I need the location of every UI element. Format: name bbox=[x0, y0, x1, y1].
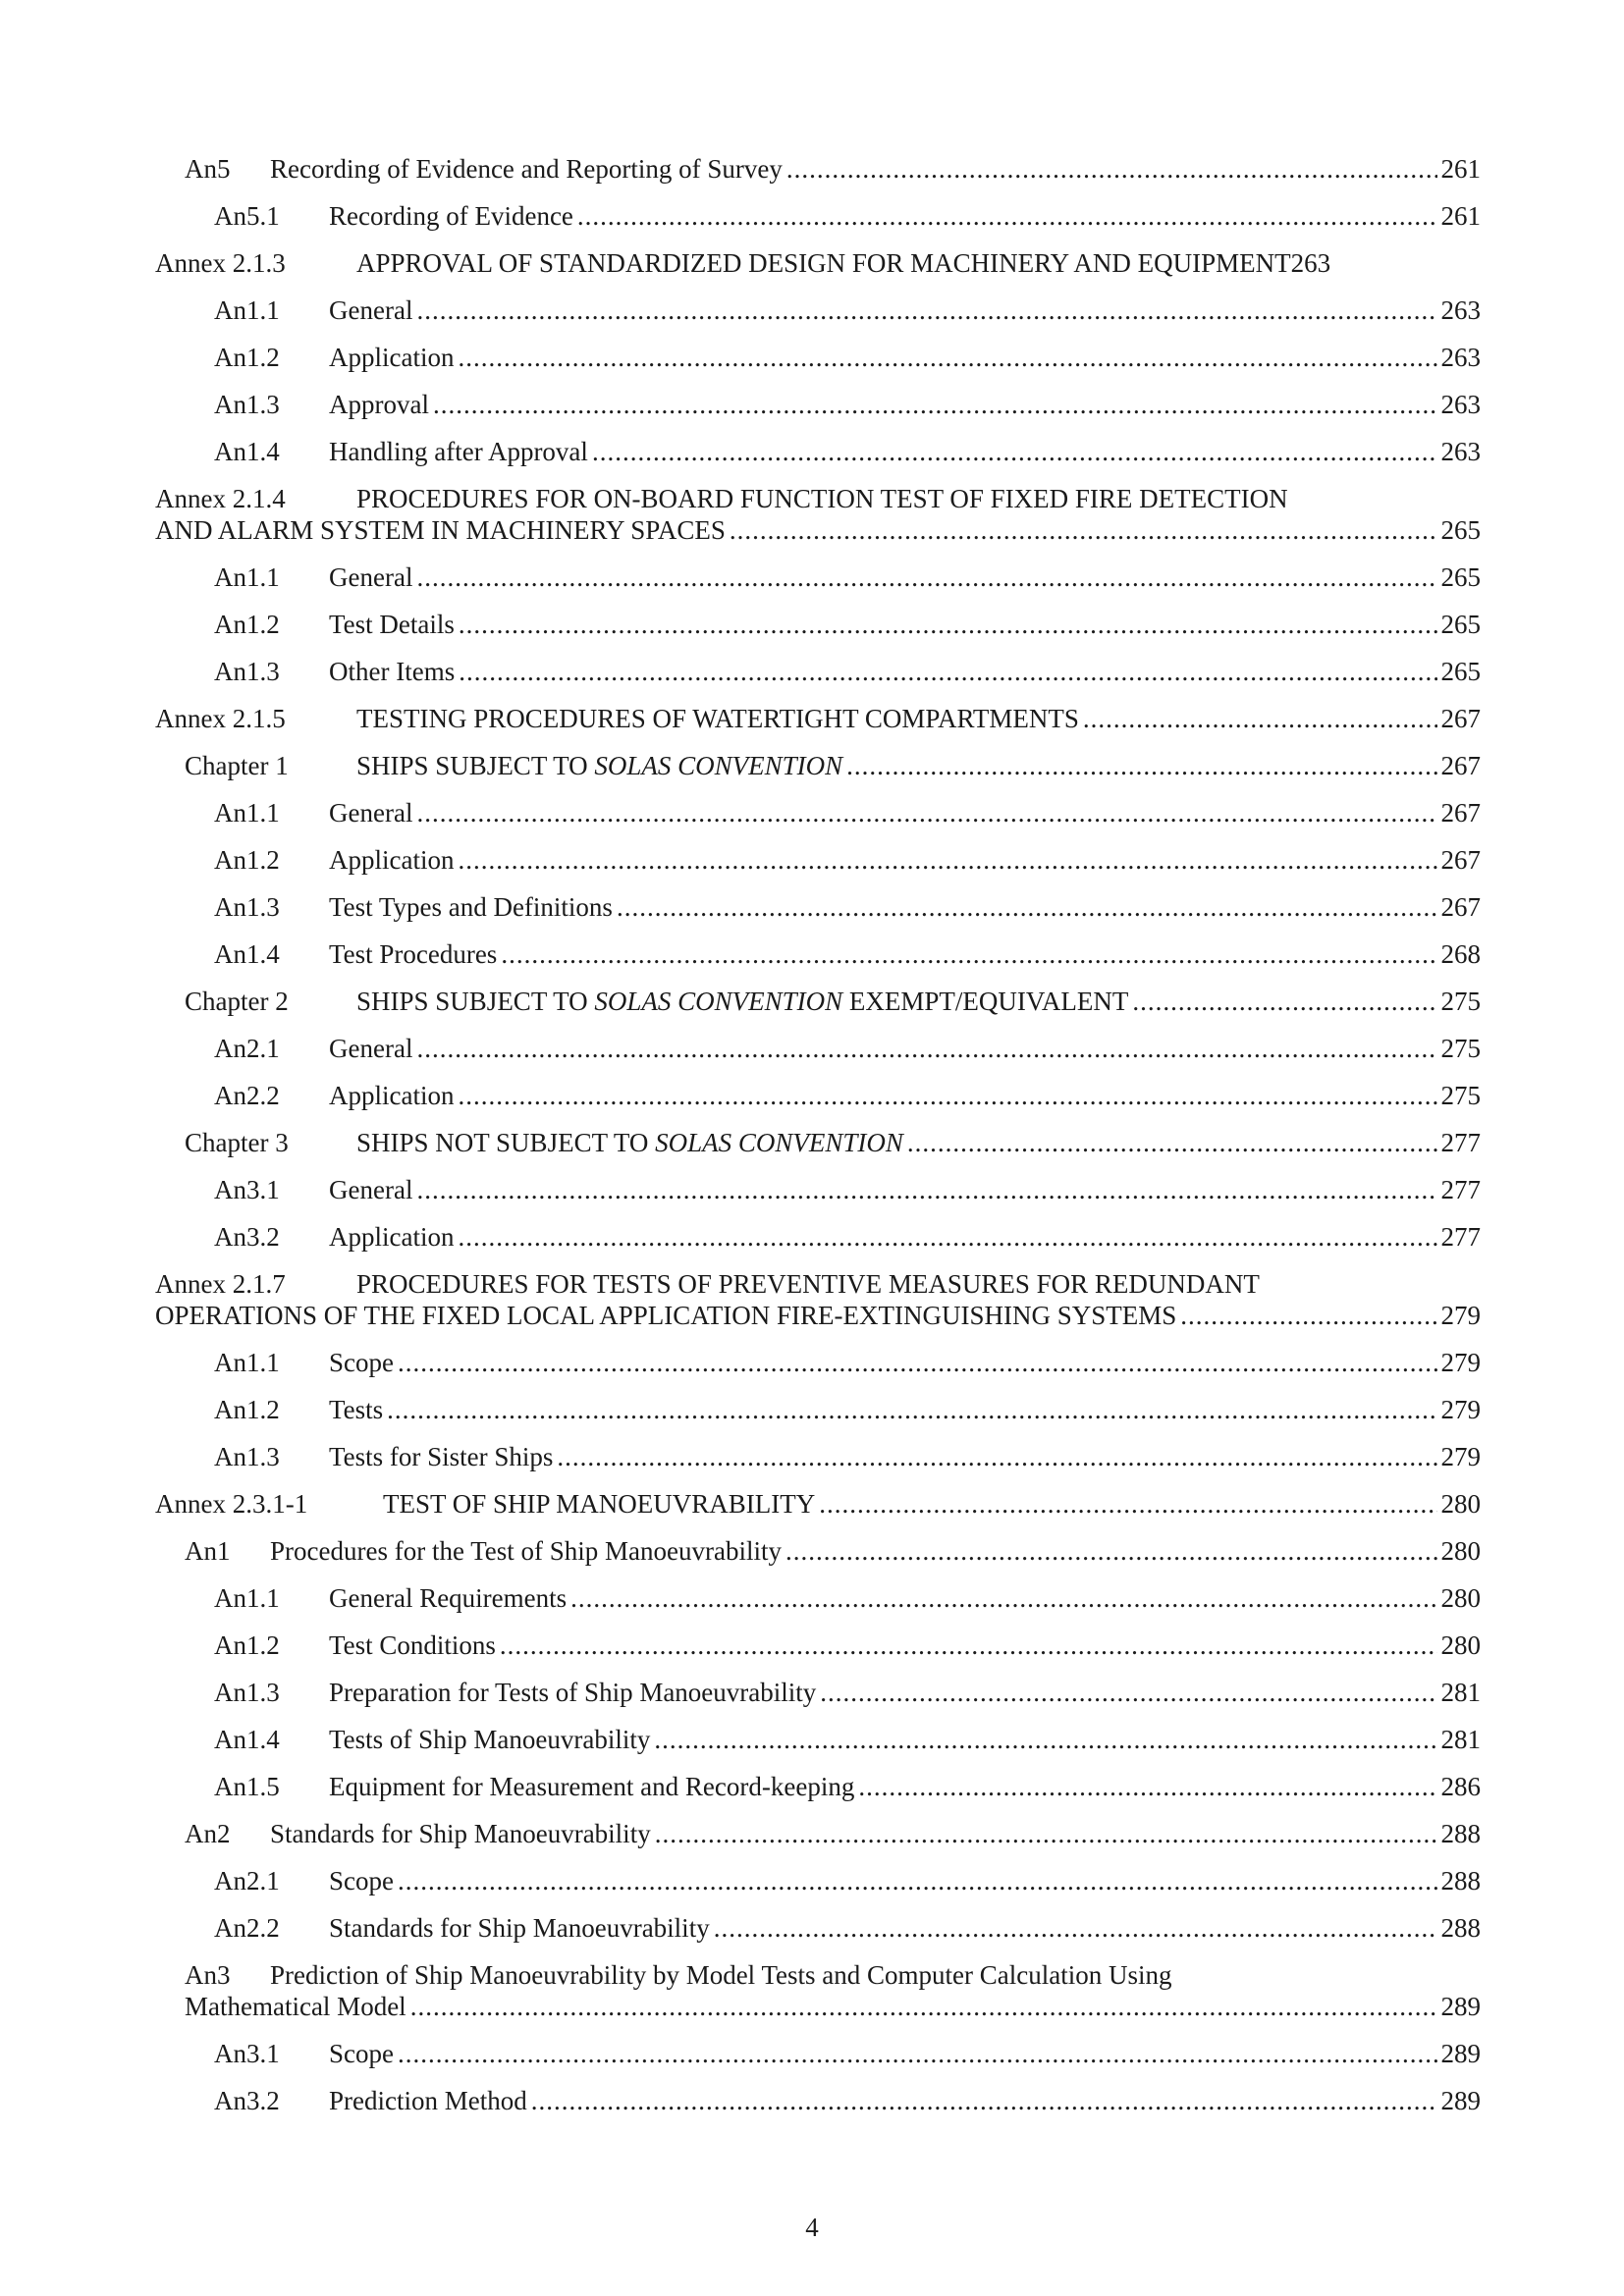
toc-entry-title: Procedures for the Test of Ship Manoeuvrability bbox=[270, 1536, 783, 1566]
toc-entry-number: An1.3 bbox=[214, 657, 280, 686]
toc-entry-title-line2: Mathematical Model bbox=[185, 1992, 406, 2021]
toc-entry-title: Recording of Evidence and Reporting of Survey bbox=[270, 154, 783, 184]
toc-entry-title bbox=[356, 986, 1128, 1017]
toc-entry-title-line1: Prediction of Ship Manoeuvrability by Model Tests and Computer Calculation Using bbox=[270, 1960, 1172, 1990]
toc-entry-page: 263 bbox=[1440, 295, 1481, 325]
toc-entry-number: An3.1 bbox=[214, 1175, 280, 1204]
leader-dots bbox=[785, 1535, 1436, 1567]
toc-entry-number: An1.4 bbox=[214, 437, 280, 466]
toc-entry-title: General Requirements bbox=[329, 1583, 568, 1613]
toc-entry-number: An1.2 bbox=[214, 1395, 280, 1424]
toc-entry-page: 263 bbox=[1440, 343, 1481, 372]
toc-entry-title: Tests of Ship Manoeuvrability bbox=[329, 1725, 651, 1754]
toc-entry[interactable] bbox=[155, 483, 1481, 561]
toc-entry-title: Standards for Ship Manoeuvrability bbox=[329, 1913, 710, 1943]
toc-entry-number: An1.2 bbox=[214, 845, 280, 875]
toc-entry-title: APPROVAL OF STANDARDIZED DESIGN FOR MACHINERY AND EQUIPMENT bbox=[356, 248, 1291, 278]
toc-entry-page: 267 bbox=[1440, 751, 1481, 780]
leader-dots bbox=[655, 1818, 1437, 1849]
toc-entry[interactable] bbox=[155, 1033, 1481, 1080]
toc-entry-title-line2: AND ALARM SYSTEM IN MACHINERY SPACES bbox=[155, 515, 726, 545]
leader-dots bbox=[907, 1127, 1437, 1158]
leader-dots bbox=[416, 1174, 1436, 1205]
toc-entry-page: 277 bbox=[1440, 1175, 1481, 1204]
toc-entry-number: An1.3 bbox=[214, 1442, 280, 1471]
toc-entry-title-line1: PROCEDURES FOR TESTS OF PREVENTIVE MEASURES FOR REDUNDANT bbox=[356, 1269, 1260, 1299]
leader-dots bbox=[1083, 703, 1437, 734]
toc-entry-title: Standards for Ship Manoeuvrability bbox=[270, 1819, 651, 1848]
toc-entry-title bbox=[356, 750, 842, 781]
toc-entry[interactable] bbox=[155, 1771, 1481, 1818]
toc-entry-number: An1.1 bbox=[214, 562, 280, 592]
toc-entry-page: 289 bbox=[1440, 2039, 1481, 2068]
toc-entry-page: 280 bbox=[1440, 1489, 1481, 1519]
leader-dots bbox=[416, 294, 1436, 326]
toc-entry-number: An1.1 bbox=[214, 295, 280, 325]
leader-dots bbox=[398, 2038, 1437, 2069]
toc-entry-title: General bbox=[329, 798, 413, 828]
toc-entry[interactable] bbox=[155, 1174, 1481, 1221]
toc-entry-page: 261 bbox=[1440, 154, 1481, 184]
toc-entry-title-part: EXEMPT/EQUIVALENT bbox=[848, 987, 1129, 1016]
toc-entry-number: Annex 2.1.7 bbox=[155, 1269, 286, 1299]
leader-dots bbox=[730, 514, 1437, 546]
toc-entry[interactable] bbox=[155, 294, 1481, 342]
toc-entry-number: An1.5 bbox=[214, 1772, 280, 1801]
toc-entry-number: An2.1 bbox=[214, 1034, 280, 1063]
toc-entry[interactable] bbox=[155, 1629, 1481, 1677]
toc-entry[interactable] bbox=[155, 1582, 1481, 1629]
toc-entry-title: Recording of Evidence bbox=[329, 201, 573, 231]
toc-entry-title-italic: SOLAS CONVENTION bbox=[655, 1128, 903, 1157]
toc-entry[interactable] bbox=[155, 1080, 1481, 1127]
leader-dots bbox=[387, 1394, 1436, 1425]
toc-entry[interactable] bbox=[155, 561, 1481, 609]
toc-entry[interactable] bbox=[155, 2038, 1481, 2085]
toc-entry-title: General bbox=[329, 295, 413, 325]
leader-dots bbox=[577, 200, 1437, 232]
toc-entry-title-part: SHIPS SUBJECT TO bbox=[356, 987, 588, 1016]
toc-entry[interactable] bbox=[155, 844, 1481, 891]
toc-entry-page: 279 bbox=[1440, 1395, 1481, 1424]
toc-entry-page: 277 bbox=[1440, 1128, 1481, 1157]
toc-entry[interactable] bbox=[155, 797, 1481, 844]
leader-dots bbox=[398, 1865, 1437, 1896]
toc-entry-page: 275 bbox=[1440, 987, 1481, 1016]
toc-entry-page: 279 bbox=[1440, 1442, 1481, 1471]
leader-dots bbox=[531, 2085, 1437, 2116]
toc-entry-number: An3.2 bbox=[214, 1222, 280, 1252]
toc-entry-title: Approval bbox=[329, 390, 429, 419]
toc-entry[interactable] bbox=[155, 247, 1481, 294]
toc-entry-title-part: SHIPS NOT SUBJECT TO bbox=[356, 1128, 649, 1157]
toc-entry-title: Application bbox=[329, 1222, 455, 1252]
toc-entry-number: An3.2 bbox=[214, 2086, 280, 2115]
toc-entry-number: An3 bbox=[185, 1960, 231, 1990]
toc-entry-title: General bbox=[329, 1034, 413, 1063]
toc-entry-number: An1.1 bbox=[214, 1348, 280, 1377]
leader-dots bbox=[501, 938, 1436, 970]
leader-dots bbox=[458, 1080, 1436, 1111]
toc-entry-title: Application bbox=[329, 845, 455, 875]
toc-entry-title: Other Items bbox=[329, 657, 456, 686]
leader-dots bbox=[416, 561, 1436, 593]
toc-entry-page: 280 bbox=[1440, 1630, 1481, 1660]
leader-dots bbox=[557, 1441, 1436, 1472]
toc-entry[interactable] bbox=[155, 342, 1481, 389]
toc-entry[interactable] bbox=[155, 1394, 1481, 1441]
toc-entry-number: An1.1 bbox=[214, 1583, 280, 1613]
leader-dots bbox=[433, 389, 1437, 420]
toc-entry-number: An1.3 bbox=[214, 390, 280, 419]
leader-dots bbox=[858, 1771, 1436, 1802]
leader-dots bbox=[820, 1677, 1436, 1708]
toc-entry[interactable] bbox=[155, 1865, 1481, 1912]
toc-entry[interactable] bbox=[155, 750, 1481, 797]
toc-entry-title: TEST OF SHIP MANOEUVRABILITY bbox=[383, 1489, 816, 1519]
toc-entry-title-italic: SOLAS CONVENTION bbox=[594, 751, 843, 780]
toc-entry-number: Annex 2.3.1-1 bbox=[155, 1489, 308, 1519]
toc-entry[interactable] bbox=[155, 153, 1481, 200]
toc-entry-page: 281 bbox=[1440, 1678, 1481, 1707]
toc-entry-page: 275 bbox=[1440, 1034, 1481, 1063]
toc-entry-title bbox=[356, 1127, 903, 1158]
toc-entry-title: Preparation for Tests of Ship Manoeuvrability bbox=[329, 1678, 817, 1707]
leader-dots bbox=[458, 342, 1436, 373]
page-number: 4 bbox=[805, 2213, 819, 2242]
toc-entry-page: 275 bbox=[1440, 1081, 1481, 1110]
toc-entry-page: 268 bbox=[1440, 939, 1481, 969]
toc-entry[interactable] bbox=[155, 938, 1481, 986]
toc-entry-title: Tests for Sister Ships bbox=[329, 1442, 554, 1471]
leader-dots bbox=[570, 1582, 1436, 1614]
toc-entry[interactable] bbox=[155, 1959, 1481, 2038]
toc-entry[interactable] bbox=[155, 609, 1481, 656]
toc-entry-number: Annex 2.1.3 bbox=[155, 248, 286, 278]
toc-entry-number: An1.3 bbox=[214, 892, 280, 922]
leader-dots bbox=[1180, 1300, 1436, 1331]
leader-dots bbox=[617, 891, 1437, 923]
toc-entry-title: Test Types and Definitions bbox=[329, 892, 613, 922]
toc-entry[interactable] bbox=[155, 703, 1481, 750]
toc-entry-number: An1.1 bbox=[214, 798, 280, 828]
toc-entry-number: Chapter 2 bbox=[185, 987, 289, 1016]
leader-dots bbox=[458, 844, 1436, 876]
toc-entry-number: An1.2 bbox=[214, 1630, 280, 1660]
toc-entry[interactable] bbox=[155, 656, 1481, 703]
toc-entry-title: Prediction Method bbox=[329, 2086, 527, 2115]
toc-entry-number: An1.2 bbox=[214, 610, 280, 639]
leader-dots bbox=[458, 1221, 1436, 1253]
toc-entry-page: 263 bbox=[1440, 437, 1481, 466]
toc-entry-page: 265 bbox=[1440, 657, 1481, 686]
leader-dots bbox=[410, 1991, 1437, 2022]
toc-entry-page: 265 bbox=[1440, 610, 1481, 639]
toc-entry-title: Scope bbox=[329, 2039, 394, 2068]
toc-entry-title: TESTING PROCEDURES OF WATERTIGHT COMPARTMENTS bbox=[356, 704, 1079, 733]
table-of-contents bbox=[155, 153, 1481, 2132]
leader-dots bbox=[819, 1488, 1436, 1520]
toc-entry-page: 263 bbox=[1440, 390, 1481, 419]
leader-dots bbox=[846, 750, 1436, 781]
leader-dots bbox=[398, 1347, 1437, 1378]
toc-entry[interactable] bbox=[155, 891, 1481, 938]
toc-entry[interactable] bbox=[155, 2085, 1481, 2132]
leader-dots bbox=[714, 1912, 1437, 1944]
toc-entry-page: 279 bbox=[1440, 1348, 1481, 1377]
toc-entry-page: 286 bbox=[1440, 1772, 1481, 1801]
toc-entry-number: Chapter 1 bbox=[185, 751, 289, 780]
toc-entry-number: An2.2 bbox=[214, 1913, 280, 1943]
toc-entry-title: Scope bbox=[329, 1348, 394, 1377]
toc-entry-page: 288 bbox=[1440, 1866, 1481, 1896]
toc-entry-number: An1.4 bbox=[214, 939, 280, 969]
toc-entry[interactable] bbox=[155, 1441, 1481, 1488]
toc-entry[interactable] bbox=[155, 389, 1481, 436]
toc-entry-title: General bbox=[329, 562, 413, 592]
toc-entry-page: 267 bbox=[1440, 892, 1481, 922]
toc-entry-number: An5.1 bbox=[214, 201, 280, 231]
toc-entry-number: An2.1 bbox=[214, 1866, 280, 1896]
toc-entry-title: Application bbox=[329, 1081, 455, 1110]
leader-dots bbox=[459, 656, 1436, 687]
toc-entry-number: An5 bbox=[185, 154, 231, 184]
toc-entry-number: An2.2 bbox=[214, 1081, 280, 1110]
toc-entry-page: 267 bbox=[1440, 798, 1481, 828]
toc-entry-number: An1.2 bbox=[214, 343, 280, 372]
toc-entry-page: 265 bbox=[1440, 562, 1481, 592]
toc-entry-page: 267 bbox=[1440, 704, 1481, 733]
toc-entry[interactable] bbox=[155, 1724, 1481, 1771]
toc-entry-page: 288 bbox=[1440, 1913, 1481, 1943]
leader-dots bbox=[459, 609, 1437, 640]
leader-dots bbox=[654, 1724, 1436, 1755]
toc-entry-number: Annex 2.1.5 bbox=[155, 704, 286, 733]
toc-entry[interactable] bbox=[155, 1677, 1481, 1724]
toc-entry-page: 289 bbox=[1440, 2086, 1481, 2115]
leader-dots bbox=[416, 1033, 1436, 1064]
toc-entry[interactable] bbox=[155, 1488, 1481, 1535]
toc-entry-title: Test Conditions bbox=[329, 1630, 496, 1660]
toc-entry-number: An1 bbox=[185, 1536, 231, 1566]
toc-entry-title: Test Details bbox=[329, 610, 455, 639]
toc-entry-number: Chapter 3 bbox=[185, 1128, 289, 1157]
toc-entry[interactable] bbox=[155, 1221, 1481, 1268]
toc-entry-page: 289 bbox=[1440, 1992, 1481, 2021]
toc-entry-page: 261 bbox=[1440, 201, 1481, 231]
toc-entry-title: Equipment for Measurement and Record-keeping bbox=[329, 1772, 855, 1801]
toc-entry[interactable] bbox=[155, 1535, 1481, 1582]
toc-entry-page: 267 bbox=[1440, 845, 1481, 875]
toc-entry-title: Handling after Approval bbox=[329, 437, 588, 466]
toc-entry-page: 288 bbox=[1440, 1819, 1481, 1848]
leader-dots bbox=[786, 153, 1437, 185]
toc-entry-title: General bbox=[329, 1175, 413, 1204]
toc-entry-title-italic: SOLAS CONVENTION bbox=[594, 987, 843, 1016]
toc-entry-number: An2 bbox=[185, 1819, 231, 1848]
toc-entry-title: Application bbox=[329, 343, 455, 372]
toc-entry-page: 280 bbox=[1440, 1536, 1481, 1566]
leader-dots bbox=[416, 797, 1436, 828]
toc-entry[interactable] bbox=[155, 1347, 1481, 1394]
toc-entry-number: An1.3 bbox=[214, 1678, 280, 1707]
toc-entry[interactable] bbox=[155, 436, 1481, 483]
leader-dots bbox=[592, 436, 1437, 467]
toc-entry-title: Tests bbox=[329, 1395, 384, 1424]
toc-entry-page: 277 bbox=[1440, 1222, 1481, 1252]
toc-entry[interactable] bbox=[155, 200, 1481, 247]
toc-entry[interactable] bbox=[155, 986, 1481, 1033]
toc-entry[interactable] bbox=[155, 1818, 1481, 1865]
toc-entry-title-part: SHIPS SUBJECT TO bbox=[356, 751, 588, 780]
leader-dots bbox=[500, 1629, 1437, 1661]
toc-entry[interactable] bbox=[155, 1268, 1481, 1347]
toc-entry-title: Test Procedures bbox=[329, 939, 498, 969]
toc-entry-page: 280 bbox=[1440, 1583, 1481, 1613]
toc-entry-page: 279 bbox=[1440, 1301, 1481, 1330]
toc-entry-number: Annex 2.1.4 bbox=[155, 484, 286, 513]
toc-entry-page: 265 bbox=[1440, 515, 1481, 545]
toc-entry-title-line1: PROCEDURES FOR ON-BOARD FUNCTION TEST OF FIXED FIRE DETECTION bbox=[356, 484, 1288, 513]
toc-entry-page: 281 bbox=[1440, 1725, 1481, 1754]
toc-entry-page: 263 bbox=[1290, 248, 1331, 278]
toc-entry-number: An3.1 bbox=[214, 2039, 280, 2068]
toc-entry-title: Scope bbox=[329, 1866, 394, 1896]
toc-entry-number: An1.4 bbox=[214, 1725, 280, 1754]
toc-entry[interactable] bbox=[155, 1127, 1481, 1174]
toc-entry-title-line2: OPERATIONS OF THE FIXED LOCAL APPLICATION FIRE-EXTINGUISHING SYSTEMS bbox=[155, 1301, 1177, 1330]
toc-entry[interactable] bbox=[155, 1912, 1481, 1959]
leader-dots bbox=[1132, 986, 1436, 1017]
